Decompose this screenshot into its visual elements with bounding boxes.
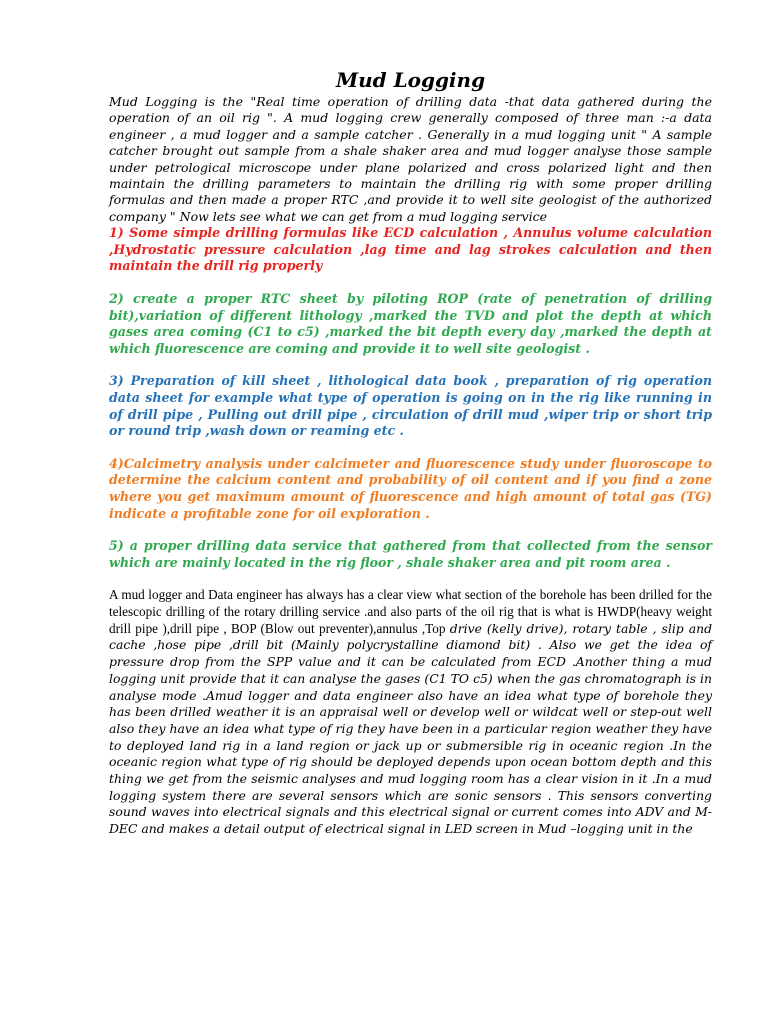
intro-paragraph: Mud Logging is the "Real time operation of drilling data -that data gathered during the operation of an oil rig ". A mud logging crew generally composed of three man :-a data engineer , a mud logger and a sample catcher . Generally in a mud logging unit " A sample catcher brought out sample from a shale shaker area and mud logger analyse those sample under petrological microscope under plane polarized and cross polarized light and then maintain the drilling parameters to maintain the drilling rig with some proper drilling formulas and then made a proper RTC ,and provide it to well site geologist of the authorized company " Now lets see what we can get from a mud logging service xyxy=(109,94,712,224)
point-2: 2) create a proper RTC sheet by piloting ROP (rate of penetration of drilling bit),variation of different lithology ,marked the TVD and plot the depth at which gases area coming (C1 to c5) ,marked the bit depth every day ,marked the depth at which fluorescence are coming and provide it to well site geologist . xyxy=(109,291,712,356)
point-3: 3) Preparation of kill sheet , lithological data book , preparation of rig operation data sheet for example what type of operation is going on in the rig like running in of drill pipe , Pulling out drill pipe , circulation of drill mud ,wiper trip or short trip or round trip ,wash down or reaming etc . xyxy=(109,373,712,439)
point-4: 4)Calcimetry analysis under calcimeter and fluorescence study under fluoroscope to determine the calcium content and probability of oil content and if you find a zone where you get maximum amount of fluorescence and high amount of total gas (TG) indicate a profitable zone for oil exploration . xyxy=(109,455,712,521)
point-5: 5) a proper drilling data service that gathered from that collected from the sensor which are mainly located in the rig floor , shale shaker area and pit room area . xyxy=(109,538,712,570)
page-title: Mud Logging xyxy=(335,68,486,92)
body-text-italic: drive (kelly drive), rotary table , slip and cache ,hose pipe ,drill bit (Mainly polycrystalline diamond bit) . Also we get the idea of pressure drop from the SPP value and it can be calculated from ECD .Another thing a mud logging unit provide that it can analyse the gases (C1 TO c5) when the gas chromatograph is in analyse mode .Amud logger and data engineer also have an idea what type of borehole they has been drilled weather it is an appraisal well or develop well or wildcat well or step-out well also they have an idea what type of rig they have been in a particular region weather they have to deployed land rig in a land region or jack up or submersible rig in oceanic region .In the oceanic region what type of rig should be deployed depends upon ocean bottom depth and this thing we get from the seismic analyses and mud logging room has a clear vision in it .In a mud logging system there are several sensors which are sonic sensors . This sensors converting sound waves into electrical signals and this electrical signal or current comes into ADV and M-DEC and makes a detail output of electrical signal in LED screen in Mud –logging unit in the xyxy=(109,620,712,837)
point-1: 1) Some simple drilling formulas like ECD calculation , Annulus volume calculation ,Hydrostatic pressure calculation ,lag time and lag strokes calculation and then maintain the drill rig properly xyxy=(109,225,712,274)
body-text-upright: A mud logger and Data engineer has always has a clear view what section of the borehole has been drilled for the telescopic drilling of the rotary drilling service .and also parts of the oil rig that is what is HWDP(heavy weight drill pipe ),drill pipe , BOP (Blow out preventer),annulus ,Top xyxy=(109,587,712,636)
body-paragraph xyxy=(109,587,712,838)
document-page xyxy=(109,66,712,850)
